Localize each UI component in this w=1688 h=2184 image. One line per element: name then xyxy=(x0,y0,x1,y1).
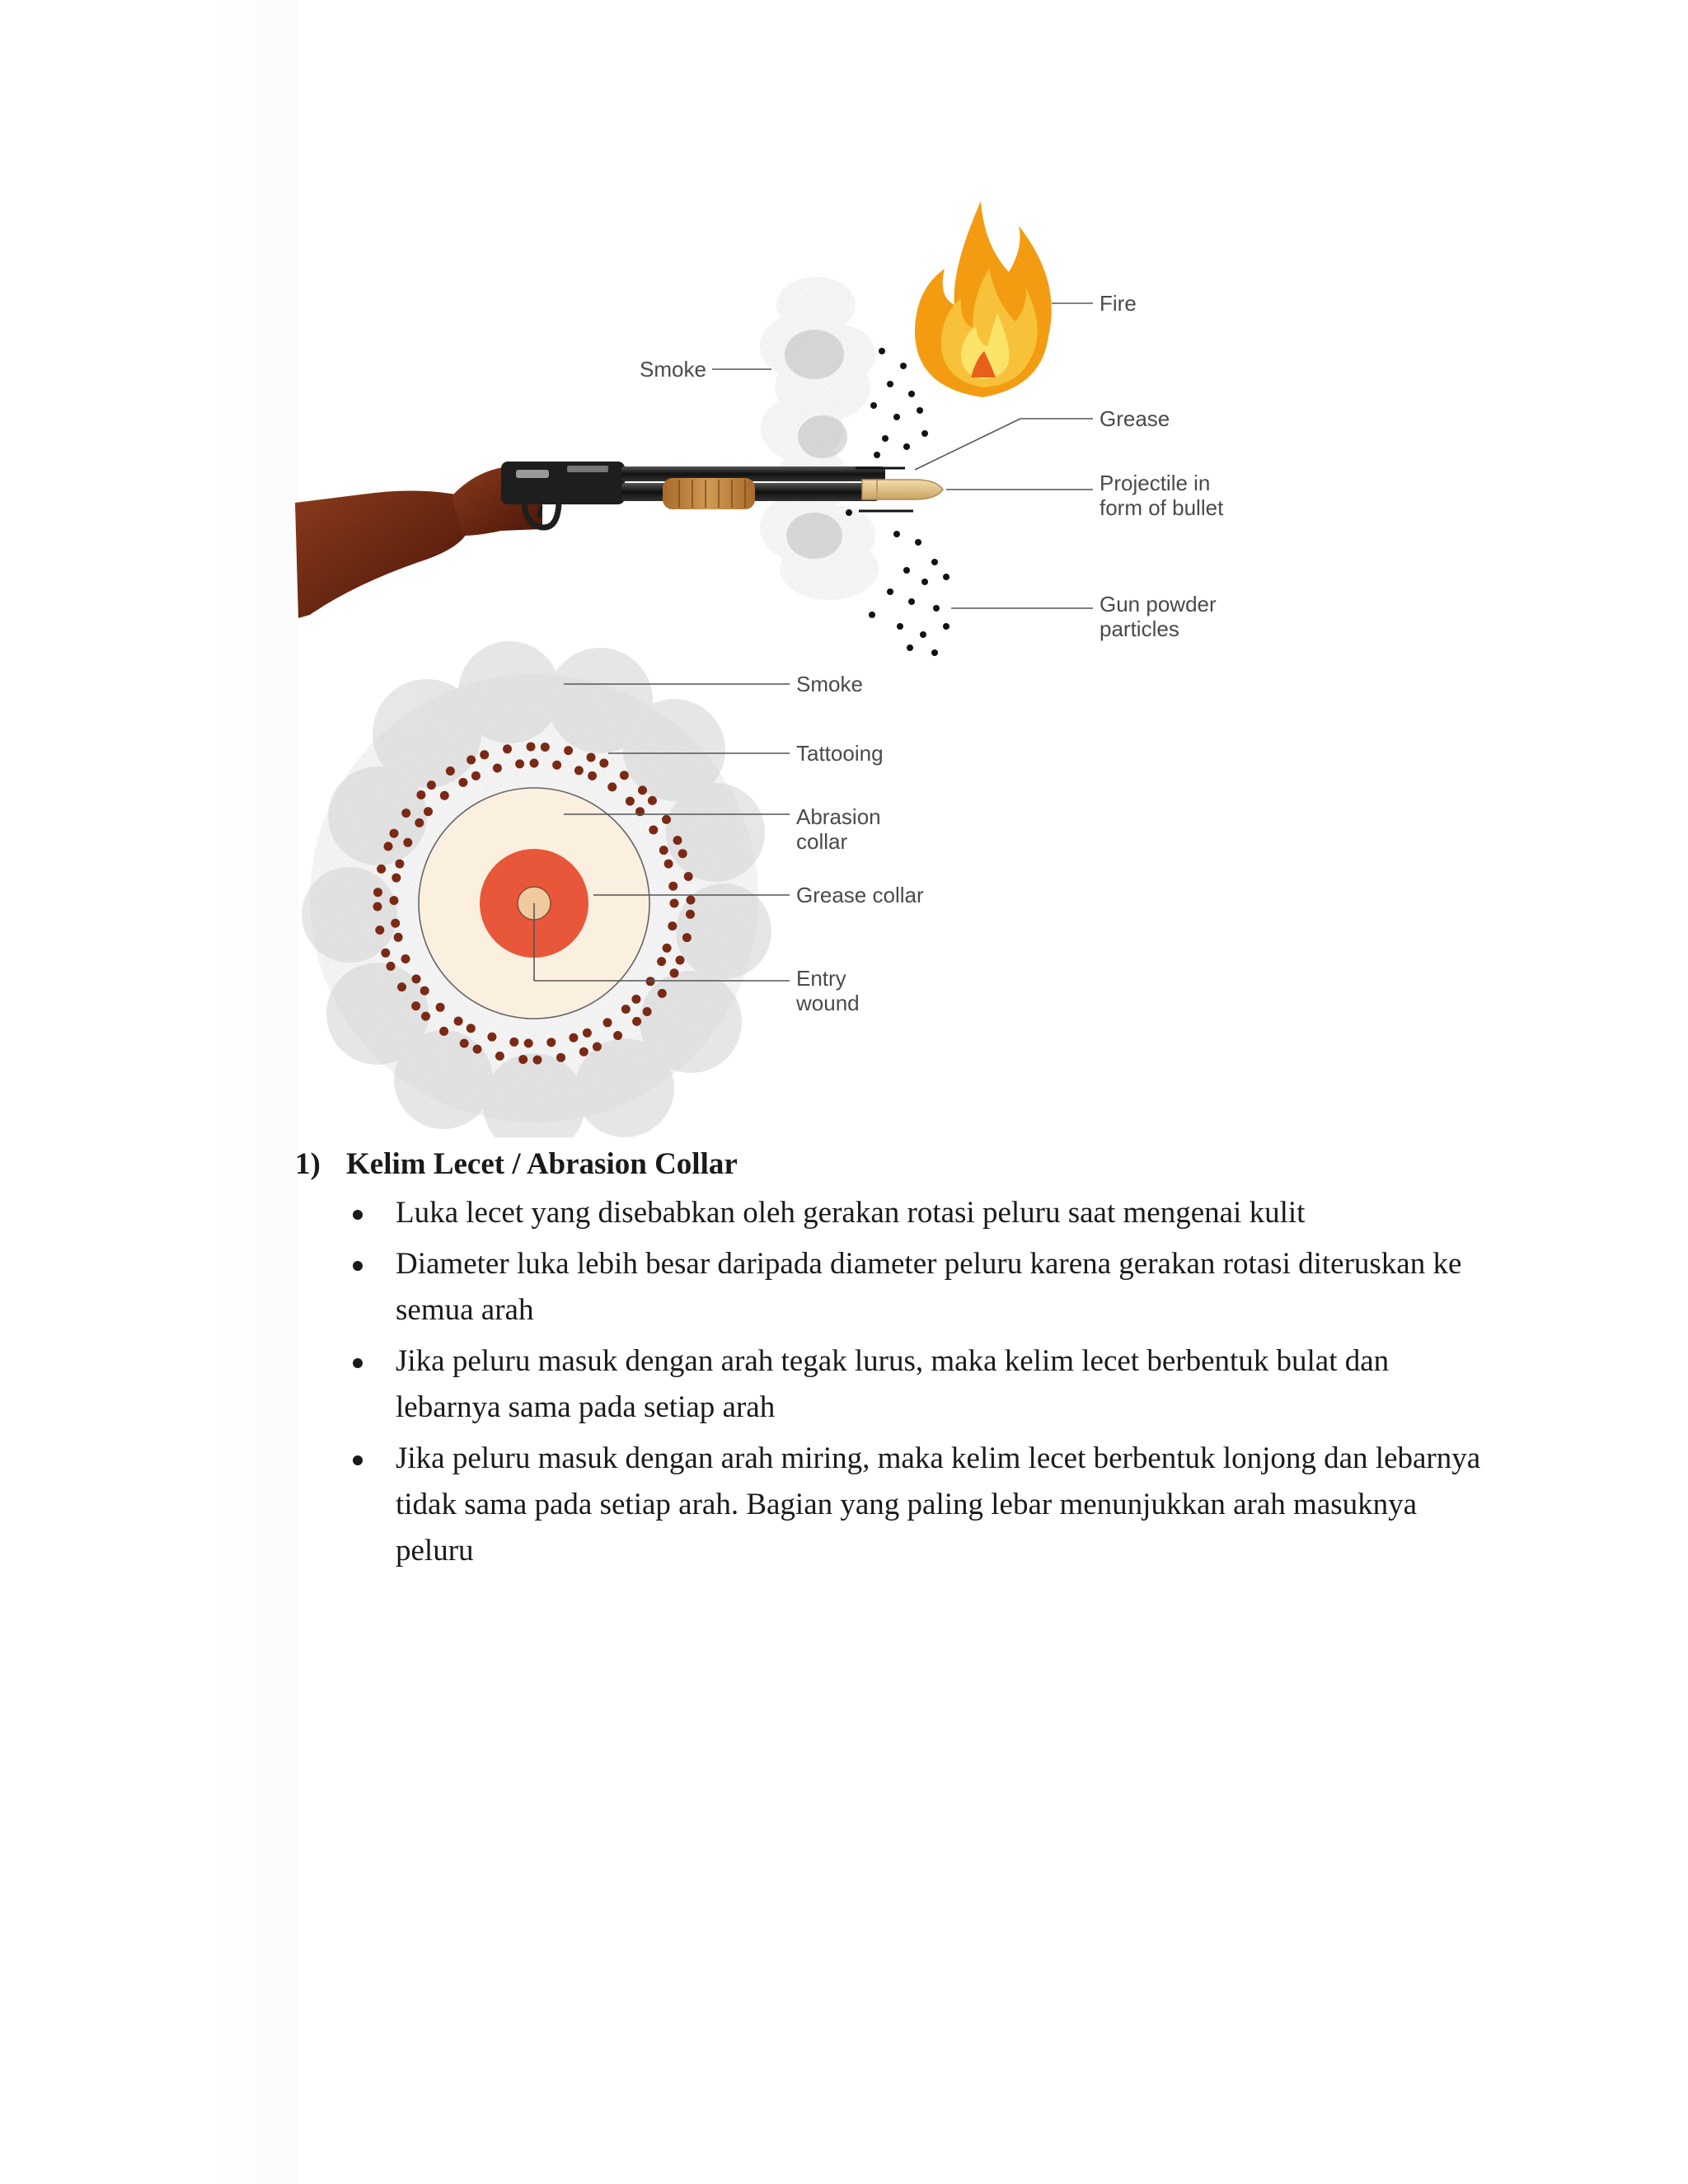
tattoo-dot xyxy=(673,836,682,845)
tattoo-dot xyxy=(678,849,687,858)
tattoo-dot xyxy=(420,987,429,996)
tattoo-dot xyxy=(495,1052,504,1061)
tattoo-dot xyxy=(603,1018,612,1027)
tattoo-dot xyxy=(401,808,410,818)
gunshot-wound-diagram xyxy=(295,190,1251,1137)
bullet-item xyxy=(346,1338,1490,1431)
bullet-list xyxy=(295,1190,1490,1574)
tattoo-dot xyxy=(387,962,396,971)
label-smoke-top: Smoke xyxy=(640,357,706,382)
tattoo-dot xyxy=(527,743,536,752)
tattoo-dot xyxy=(607,782,617,791)
fire-flame-icon xyxy=(915,201,1052,397)
tattoo-dot xyxy=(588,771,597,780)
page-edge-shade xyxy=(0,0,298,2184)
bullet-text: Luka lecet yang disebabkan oleh gerakan rotasi peluru saat mengenai kulit xyxy=(396,1196,1306,1230)
bullet-item xyxy=(346,1190,1490,1236)
label-grease: Grease xyxy=(1100,406,1170,431)
tattoo-dot xyxy=(682,933,692,942)
label-tattooing: Tattooing xyxy=(796,741,884,766)
tattoo-dot xyxy=(375,926,384,935)
tattoo-dot xyxy=(638,785,647,794)
tattoo-dot xyxy=(670,968,679,977)
label-abrasion-line1: Abrasion xyxy=(796,804,881,829)
tattoo-dot xyxy=(658,989,667,998)
tattoo-dot xyxy=(458,778,467,787)
tattoo-dot xyxy=(587,753,596,762)
tattoo-dot xyxy=(467,1024,476,1033)
label-abrasion-line2: collar xyxy=(796,829,848,854)
tattoo-dot xyxy=(530,759,539,768)
bullet-dot-icon xyxy=(353,1261,363,1271)
bullet-text: Jika peluru masuk dengan arah miring, maka kelim lecet berbentuk lonjong dan lebarnya tidak sama pada setiap arah. Bagian yang paling lebar menunjukkan arah masuknya peluru xyxy=(396,1441,1481,1568)
tattoo-dot xyxy=(436,1003,445,1012)
bullet-dot-icon xyxy=(353,1358,363,1368)
tattoo-dot xyxy=(515,759,524,768)
tattoo-dot xyxy=(403,838,412,847)
tattoo-dot xyxy=(493,764,502,773)
tattoo-dot xyxy=(392,874,401,883)
tattoo-dot xyxy=(373,902,382,912)
tattoo-dot xyxy=(394,933,403,942)
bullet-text: Diameter luka lebih besar daripada diameter peluru karena gerakan rotasi diteruskan ke semua arah xyxy=(396,1247,1462,1327)
tattoo-dot xyxy=(390,896,399,905)
bullet-item xyxy=(346,1436,1490,1574)
tattoo-dot xyxy=(649,826,658,835)
tattoo-dot xyxy=(684,872,693,881)
bullet-dot-icon xyxy=(353,1455,363,1465)
tattoo-dot xyxy=(390,829,399,838)
tattoo-dot xyxy=(460,1039,469,1048)
tattoo-dot xyxy=(663,944,672,953)
tattoo-dot xyxy=(412,974,421,983)
tattoo-dot xyxy=(546,1038,556,1047)
tattoo-dot xyxy=(487,1033,496,1042)
tattoo-dot xyxy=(503,744,512,753)
tattoo-dot xyxy=(473,1045,482,1054)
tattoo-dot xyxy=(397,982,406,991)
tattoo-dot xyxy=(599,759,608,768)
tattoo-dot xyxy=(631,995,640,1004)
tattoo-dot xyxy=(391,919,400,928)
tattoo-dot xyxy=(427,780,436,790)
label-grease-collar: Grease collar xyxy=(796,883,924,907)
tattoo-dot xyxy=(384,842,393,851)
section-title: Kelim Lecet / Abrasion Collar xyxy=(346,1147,738,1181)
tattoo-dot xyxy=(670,899,679,908)
tattoo-dot xyxy=(621,1005,631,1014)
tattoo-dot xyxy=(415,818,424,827)
tattoo-dot xyxy=(657,957,666,966)
tattoo-dot xyxy=(648,796,657,805)
tattoo-dot xyxy=(401,954,410,963)
tattoo-dot xyxy=(552,761,561,770)
tattoo-dot xyxy=(395,860,404,869)
tattoo-dot xyxy=(583,1029,592,1038)
bullet-text: Jika peluru masuk dengan arah tegak lurus, maka kelim lecet berbentuk bulat dan lebarnya sama pada setiap arah xyxy=(396,1344,1390,1424)
tattoo-dot xyxy=(541,743,550,752)
section-heading xyxy=(295,1142,1490,1187)
tattoo-dot xyxy=(454,1017,463,1026)
tattoo-dot xyxy=(632,1017,641,1026)
tattoo-dot xyxy=(411,1001,420,1010)
tattoo-dot xyxy=(377,865,386,874)
bullet-item xyxy=(346,1241,1490,1333)
label-fire: Fire xyxy=(1100,291,1137,316)
tattoo-dot xyxy=(421,1012,430,1021)
tattoo-dot xyxy=(593,1043,602,1052)
tattoo-dot xyxy=(480,750,489,759)
tattoo-dot xyxy=(569,1033,578,1043)
tattoo-dot xyxy=(664,860,673,869)
tattoo-dot xyxy=(643,1007,652,1016)
tattoo-dot xyxy=(626,797,635,806)
tattoo-dot xyxy=(518,1055,528,1064)
tattoo-dot xyxy=(524,1038,533,1047)
tattoo-dot xyxy=(424,807,433,816)
tattoo-dot xyxy=(509,1038,518,1047)
tattoo-dot xyxy=(646,977,655,986)
tattoo-dot xyxy=(579,1047,588,1057)
tattoo-dot xyxy=(467,756,476,765)
tattoo-dot xyxy=(440,791,449,800)
label-gunpowder-line2: particles xyxy=(1100,616,1179,641)
tattoo-dot xyxy=(574,766,584,775)
abrasion-collar-section xyxy=(295,1142,1490,1579)
tattoo-dot xyxy=(659,846,668,855)
label-smoke-bottom: Smoke xyxy=(796,672,863,696)
tattoo-dot xyxy=(381,949,390,958)
label-projectile-line1: Projectile in xyxy=(1100,471,1211,495)
tattoo-dot xyxy=(687,896,696,905)
tattoo-dot xyxy=(613,1031,622,1040)
tattoo-dot xyxy=(556,1053,565,1062)
tattoo-dot xyxy=(564,746,573,755)
label-gunpowder-line1: Gun powder xyxy=(1100,592,1217,616)
tattoo-dot xyxy=(446,766,455,776)
tattoo-dot xyxy=(662,815,671,824)
tattoo-dot xyxy=(676,956,685,965)
muzzle-smoke-cloud xyxy=(760,277,879,600)
label-projectile-line2: form of bullet xyxy=(1100,495,1224,520)
label-entry-line2: wound xyxy=(796,991,860,1015)
tattoo-dot xyxy=(439,1027,448,1036)
tattoo-dot xyxy=(620,771,629,780)
tattoo-dot xyxy=(668,882,678,891)
tattoo-dot xyxy=(416,790,425,799)
tattoo-dot xyxy=(668,921,677,930)
tattoo-dot xyxy=(373,888,382,897)
label-entry-line1: Entry xyxy=(796,966,846,991)
tattoo-dot xyxy=(686,910,695,919)
tattoo-dot xyxy=(471,771,481,780)
tattoo-dot xyxy=(533,1056,542,1065)
bullet-dot-icon xyxy=(353,1210,363,1220)
section-number: 1) xyxy=(295,1147,321,1181)
